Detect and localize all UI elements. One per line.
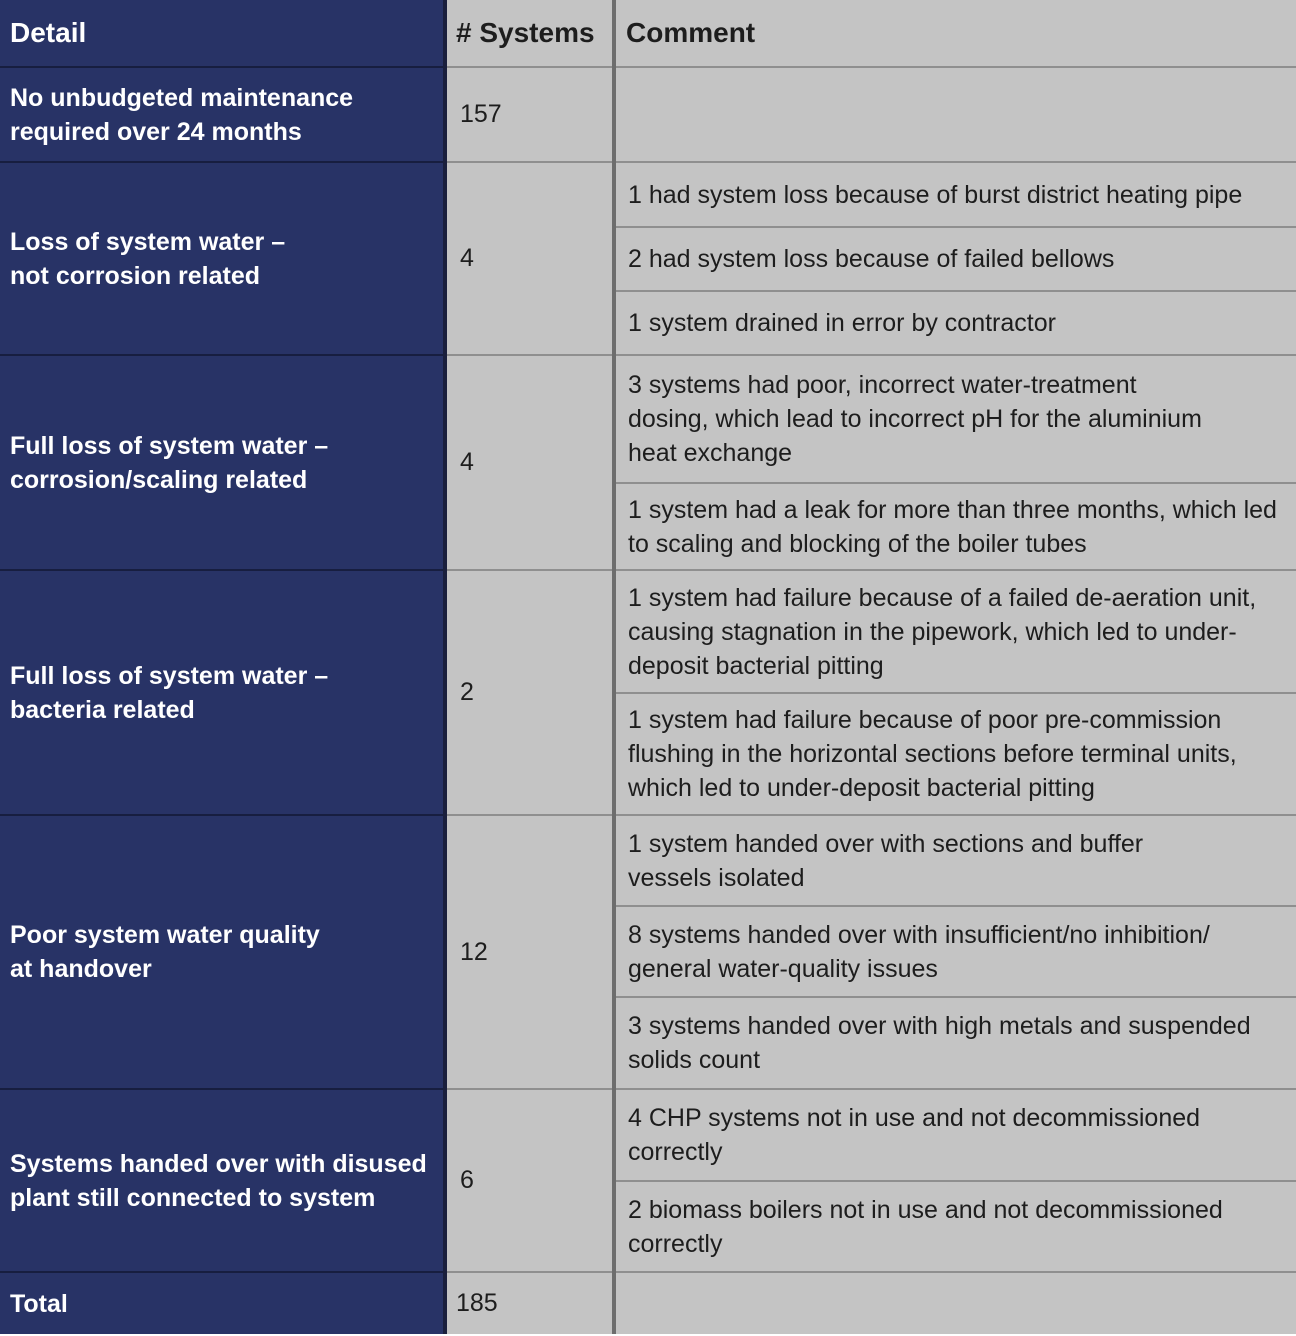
row-comment: 1 had system loss because of burst district heating pipe — [616, 163, 1296, 228]
row-systems-count: 4 — [444, 163, 612, 356]
row-systems-count: 12 — [444, 816, 612, 1090]
row-comment: 1 system had failure because of a failed de-aeration unit, causing stagnation in the pipework, which led to under- deposit bacterial pitting — [616, 571, 1296, 694]
row-systems-count: 4 — [444, 356, 612, 571]
row-comment: 1 system handed over with sections and buffer vessels isolated — [616, 816, 1296, 907]
column-divider-detail — [443, 0, 447, 1334]
row-detail: No unbudgeted maintenance required over 24 months — [0, 68, 444, 163]
row-comment: 3 systems handed over with high metals and suspended solids count — [616, 998, 1296, 1090]
row-detail: Loss of system water – not corrosion related — [0, 163, 444, 356]
total-systems-count: 185 — [456, 1289, 498, 1317]
row-comment: 1 system had failure because of poor pre-commission flushing in the horizontal sections before terminal units, which led to under-deposit bacterial pitting — [616, 694, 1296, 816]
row-detail: Full loss of system water – bacteria related — [0, 571, 444, 816]
row-systems-count: 2 — [444, 571, 612, 816]
row-comment: 2 had system loss because of failed bellows — [616, 228, 1296, 292]
total-comment — [616, 1273, 1296, 1334]
row-systems-count: 157 — [444, 68, 612, 163]
row-comment: 1 system had a leak for more than three months, which led to scaling and blocking of the boiler tubes — [616, 484, 1296, 571]
row-comment: 2 biomass boilers not in use and not decommissioned correctly — [616, 1182, 1296, 1273]
row-comment: 3 systems had poor, incorrect water-treatment dosing, which lead to incorrect pH for the aluminium heat exchange — [616, 356, 1296, 484]
row-systems-count: 6 — [444, 1090, 612, 1273]
row-comment — [616, 68, 1296, 163]
header-comment: Comment — [616, 0, 1296, 68]
column-divider-systems — [612, 0, 616, 1334]
row-detail: Full loss of system water – corrosion/scaling related — [0, 356, 444, 571]
row-comment: 8 systems handed over with insufficient/no inhibition/ general water-quality issues — [616, 907, 1296, 998]
header-systems: # Systems — [444, 0, 612, 68]
row-comment: 4 CHP systems not in use and not decommissioned correctly — [616, 1090, 1296, 1182]
row-detail: Systems handed over with disused plant still connected to system — [0, 1090, 444, 1273]
row-detail: Poor system water quality at handover — [0, 816, 444, 1090]
total-label: Total — [10, 1289, 68, 1318]
header-detail: Detail — [0, 0, 444, 68]
row-comment: 1 system drained in error by contractor — [616, 292, 1296, 356]
